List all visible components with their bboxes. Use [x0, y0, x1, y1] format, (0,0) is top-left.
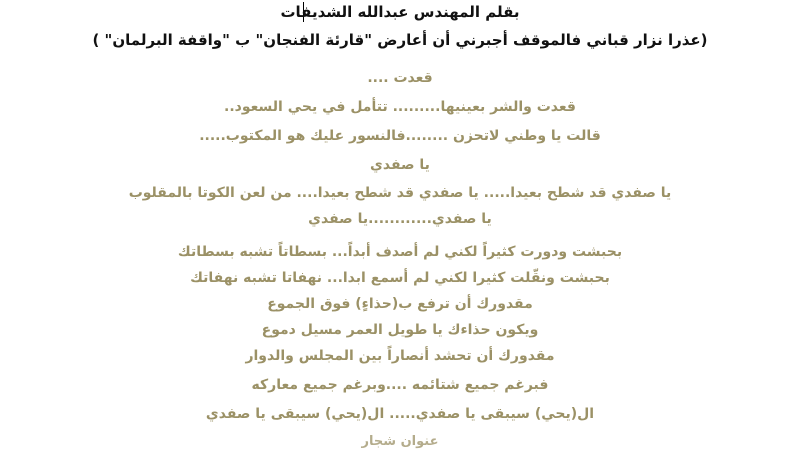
poem-line: بحبشت ودورت كثيراً لكني لم أصدف أبداً... بسطاتاً تشبه بسطاتك — [177, 244, 623, 260]
poem-line: يا صفدي قد شطح بعيدا..... يا صفدي قد شطح بعيدا.... من لعن الكوتا بالمقلوب — [128, 185, 672, 201]
poem-line: فبرغم جميع شتائمه ....وبرغم جميع معاركه — [251, 377, 549, 393]
footer-caption: عنوان شجار — [361, 434, 439, 449]
poem-line: قعدت والشر بعينيها......... تتأمل في يحي السعود.. — [224, 99, 576, 115]
poem-line: ويكون حذاءك يا طويل العمر مسيل دموع — [261, 322, 539, 338]
poem-line: مقدورك أن تحشد أنصاراً بين المجلس والدوار — [245, 348, 555, 364]
poem-line: قعدت .... — [367, 70, 433, 86]
poem-line: ال(يحي) سيبقى يا صفدي..... ال(يحي) سيبقى يا صفدي — [205, 406, 595, 422]
poem-line: يا صفدي............يا صفدي — [308, 211, 492, 227]
subtitle: (عذرا نزار قباني فالموقف أجبرني أن أعارض "قارئة الفنجان" ب "واقفة البرلمان" ) — [92, 31, 708, 49]
author-line: بقلم المهندس عبدالله الشديفات — [280, 3, 520, 21]
poem-line: قالت يا وطني لاتحزن ........فالنسور عليك هو المكتوب..... — [199, 128, 601, 144]
poem-line: يا صفدي — [370, 157, 430, 173]
poem-line: بحبشت ونقّلت كثيرا لكني لم أسمع ابدا... نهفاتا تشبه نهفاتك — [190, 270, 610, 286]
poem-line: مقدورك أن ترفع ب(حذاءٍ) فوق الجموع — [267, 296, 533, 312]
